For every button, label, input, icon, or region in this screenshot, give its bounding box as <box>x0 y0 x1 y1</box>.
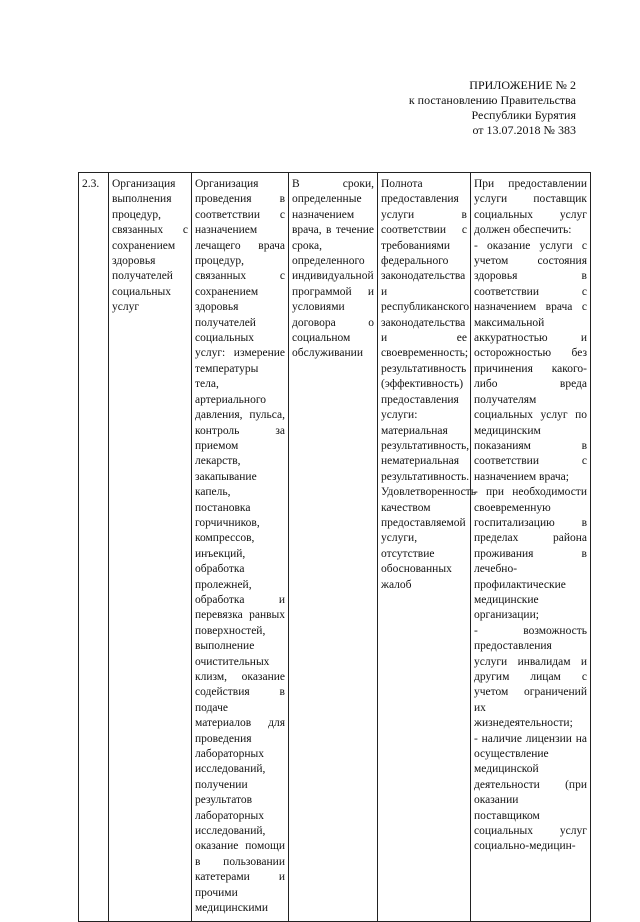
service-terms-cell <box>289 173 378 922</box>
appendix-republic: Республики Бурятия <box>471 108 576 122</box>
condition-item: - при необходимости своевременную госпитализацию в пределах района проживания в лечебно-профилактические медицинские организации; <box>474 486 587 622</box>
conditions-intro: При предоставлении услуги поставщик социальных услуг должен обеспечить: <box>474 178 587 237</box>
service-conditions-cell <box>471 173 591 922</box>
condition-item: - возможность предоставления услуги инвалидам и другим лицам с учетом ограничений их жизнедеятельности; <box>474 624 587 730</box>
appendix-title: ПРИЛОЖЕНИЕ № 2 <box>469 78 576 92</box>
quality-indicators: Полнота предоставления услуги в соответствии с требованиями федерального законодательства и республиканского законодательства и ее своевременность; результативность (эффективность) предоставления услуги: материальная результативность, нематериальная результативность. Удовлетворенность качеством предоставляемой услуги, отсутствие обоснованных жалоб <box>381 178 476 591</box>
service-description: Организация проведения в соответствии с назначением лечащего врача процедур, связанных с сохранением здоровья получателей социальных услуг: измерение температуры тела, артериального давления, пульса, контроль за приемом лекарств, закапывание капель, постановка горчичников, компрессов, инъекций, обработка пролежней, обработка и перевязка ранвых поверхностей, выполнение очистительных клизм, оказание содействия в подаче материалов для проведения лабораторных исследований, получении результатов лабораторных исследований, оказание помощи в пользовании катетерами и прочими медицинскими <box>195 178 285 915</box>
condition-item: - наличие лицензии на осуществление медицинской деятельности (при оказании поставщиком социальных услуг социально-медицин- <box>474 732 587 853</box>
services-table <box>78 172 591 922</box>
table-row <box>79 173 591 922</box>
service-name: Организация выполнения процедур, связанных с сохранением здоровья получателей социальных услуг <box>112 178 188 314</box>
row-number-cell <box>79 173 109 922</box>
service-description-cell <box>192 173 289 922</box>
appendix-header <box>409 78 576 138</box>
service-name-cell <box>109 173 192 922</box>
condition-item: - оказание услуги с учетом состояния здоровья в соответствии с назначением врача с максимальной аккуратностью и осторожностью без причинения какого-либо вреда получателям социальных услуг по медицинским показаниям в соответствии с назначением врача; <box>474 239 587 483</box>
service-conditions <box>474 177 587 855</box>
service-terms: В сроки, определенные назначением врача, в течение срока, определенного индивидуальной программой и условиями договора о социальном обслуживании <box>292 178 374 360</box>
appendix-date: от 13.07.2018 № 383 <box>472 123 576 137</box>
appendix-reference: к постановлению Правительства <box>408 93 576 107</box>
row-number: 2.3. <box>82 178 100 190</box>
quality-indicators-cell <box>378 173 476 922</box>
